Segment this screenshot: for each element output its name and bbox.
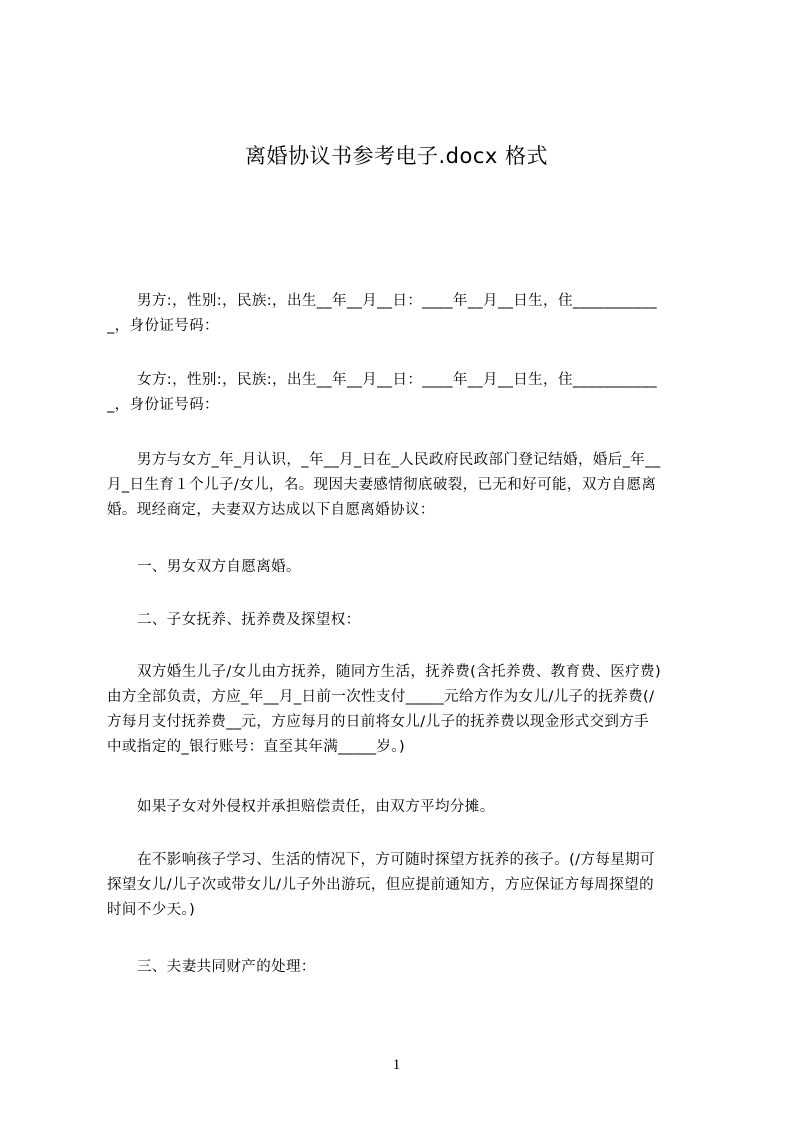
paragraph-line: _，身份证号码： [107,318,219,334]
paragraph-visitation [107,848,699,923]
page-number: 1 [392,1057,401,1073]
section-heading-3: 三、夫妻共同财产的处理： [137,959,316,975]
document-title: 离婚协议书参考电子.docx 格式 [244,144,548,168]
paragraph-line: 男方与女方_年_月认识，_年__月_日在_人民政府民政部门登记结婚，婚后_年__ [137,452,661,468]
section-heading-2: 二、子女抚养、抚养费及探望权： [137,612,361,628]
paragraph-line: 女方:，性别:，民族:，出生__年__月__日：____年__月__日生，住___________ [137,372,658,388]
paragraph-liability: 如果子女对外侵权并承担赔偿责任，由双方平均分摊。 [137,799,495,815]
paragraph-line: 月_日生育１个儿子/女儿，名。现因夫妻感情彻底破裂，已无和好可能，双方自愿离 [107,477,657,493]
paragraph-child-support [107,660,699,760]
paragraph-male-party [107,289,699,339]
paragraph-marriage-background [107,448,699,523]
paragraph-line: 探望女儿/儿子次或带女儿/儿子外出游玩，但应提前通知方，方应保证方每周探望的 [107,877,654,893]
paragraph-female-party [107,368,699,418]
paragraph-line: 婚。现经商定，夫妻双方达成以下自愿离婚协议： [107,502,435,518]
paragraph-line: 在不影响孩子学习、生活的情况下，方可随时探望方抚养的孩子。(/方每星期可 [137,852,655,868]
paragraph-line: 时间不少天。) [107,902,196,918]
paragraph-line: 男方:，性别:，民族:，出生__年__月__日：____年__月__日生，住___________ [137,293,658,309]
paragraph-line: 由方全部负责，方应_年__月_日前一次性支付_____元给方作为女儿/儿子的抚养费(/ [107,689,655,705]
paragraph-line: 中或指定的_银行账号：直至其年满_____岁。) [107,739,406,755]
paragraph-line: 方每月支付抚养费__元，方应每月的日前将女儿/儿子的抚养费以现金形式交到方手 [107,714,650,730]
paragraph-line: _，身份证号码： [107,397,219,413]
section-heading-1: 一、男女双方自愿离婚。 [137,559,301,575]
paragraph-line: 双方婚生儿子/女儿由方抚养，随同方生活，抚养费(含托养费、教育费、医疗费) [137,664,661,680]
